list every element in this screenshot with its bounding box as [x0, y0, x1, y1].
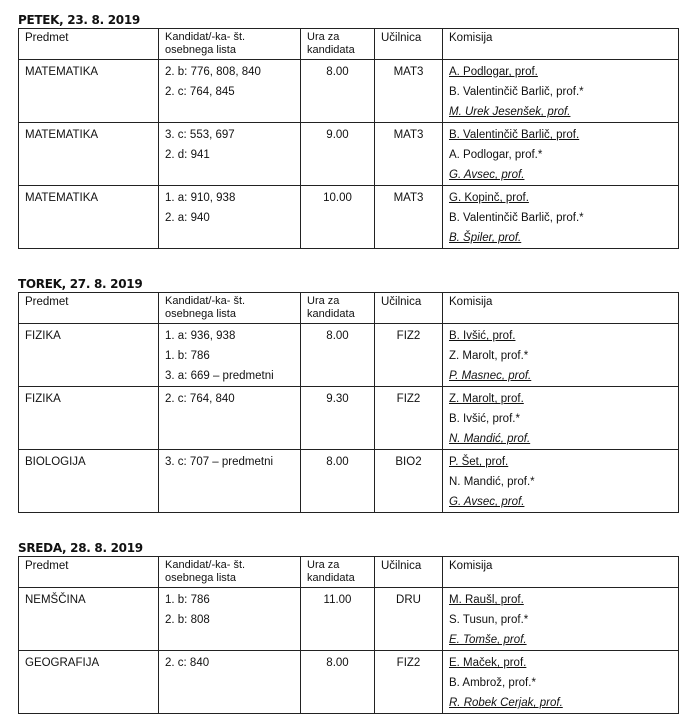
header-ura — [301, 557, 375, 588]
subject-cell: FIZIKA — [19, 324, 159, 387]
header-kandidat-line2: osebnega lista — [165, 572, 236, 584]
commission-cell — [443, 324, 679, 387]
day-title: PETEK, 23. 8. 2019 — [18, 13, 140, 27]
candidates-cell — [159, 123, 301, 186]
day-title: TOREK, 27. 8. 2019 — [18, 277, 143, 291]
candidate-line: 1. a: 910, 938 — [165, 192, 236, 204]
header-ura-line1: Ura za — [307, 295, 340, 307]
header-ura-line2: kandidata — [307, 572, 355, 584]
subject-cell: MATEMATIKA — [19, 60, 159, 123]
time-cell: 9.00 — [301, 123, 375, 186]
room-cell: BIO2 — [375, 450, 443, 513]
header-komisija: Komisija — [443, 29, 679, 60]
candidates-cell — [159, 324, 301, 387]
subject-cell: GEOGRAFIJA — [19, 651, 159, 714]
commission-member: E. Tomše, prof. — [449, 634, 527, 646]
table-row — [19, 123, 679, 186]
commission-examiner: B. Ivšić, prof.* — [449, 413, 520, 425]
header-ucilnica: Učilnica — [375, 29, 443, 60]
subject-cell: MATEMATIKA — [19, 123, 159, 186]
room-cell: MAT3 — [375, 123, 443, 186]
table-row — [19, 186, 679, 249]
candidate-line: 2. d: 941 — [165, 149, 210, 161]
commission-examiner: N. Mandić, prof.* — [449, 476, 535, 488]
header-ucilnica: Učilnica — [375, 557, 443, 588]
header-predmet: Predmet — [19, 557, 159, 588]
candidate-line: 1. a: 936, 938 — [165, 330, 236, 342]
day-section — [18, 12, 678, 249]
header-kandidat — [159, 557, 301, 588]
commission-cell — [443, 651, 679, 714]
room-cell: FIZ2 — [375, 387, 443, 450]
header-ura-line1: Ura za — [307, 559, 340, 571]
header-row — [19, 557, 679, 588]
day-section — [18, 540, 678, 714]
header-ura-line2: kandidata — [307, 44, 355, 56]
candidate-line: 3. c: 553, 697 — [165, 129, 235, 141]
candidate-line: 2. c: 840 — [165, 657, 210, 669]
candidates-cell — [159, 60, 301, 123]
day-section — [18, 276, 678, 513]
subject-cell: MATEMATIKA — [19, 186, 159, 249]
time-cell: 10.00 — [301, 186, 375, 249]
commission-member: B. Špiler, prof. — [449, 232, 522, 244]
header-predmet: Predmet — [19, 293, 159, 324]
header-komisija: Komisija — [443, 293, 679, 324]
room-cell: FIZ2 — [375, 651, 443, 714]
time-cell: 8.00 — [301, 324, 375, 387]
candidate-line: 1. b: 786 — [165, 350, 210, 362]
commission-member: N. Mandić, prof. — [449, 433, 531, 445]
room-cell: DRU — [375, 588, 443, 651]
schedule-table — [18, 556, 679, 714]
header-komisija: Komisija — [443, 557, 679, 588]
subject-cell: FIZIKA — [19, 387, 159, 450]
header-kandidat-line1: Kandidat/-ka- št. — [165, 31, 246, 43]
commission-chair: B. Valentinčič Barlič, prof. — [449, 129, 580, 141]
commission-cell — [443, 387, 679, 450]
commission-examiner: B. Valentinčič Barlič, prof.* — [449, 86, 584, 98]
commission-cell — [443, 60, 679, 123]
candidates-cell — [159, 186, 301, 249]
commission-examiner: B. Valentinčič Barlič, prof.* — [449, 212, 584, 224]
header-kandidat-line2: osebnega lista — [165, 308, 236, 320]
subject-cell: NEMŠČINA — [19, 588, 159, 651]
commission-chair: M. Raušl, prof. — [449, 594, 524, 606]
commission-member: M. Urek Jesenšek, prof. — [449, 106, 571, 118]
commission-chair: G. Kopinč, prof. — [449, 192, 529, 204]
header-ura-line2: kandidata — [307, 308, 355, 320]
table-row — [19, 324, 679, 387]
header-ura — [301, 293, 375, 324]
table-row — [19, 60, 679, 123]
commission-chair: Z. Marolt, prof. — [449, 393, 524, 405]
commission-cell — [443, 450, 679, 513]
table-row — [19, 450, 679, 513]
candidates-cell — [159, 651, 301, 714]
time-cell: 8.00 — [301, 450, 375, 513]
header-kandidat-line1: Kandidat/-ka- št. — [165, 295, 246, 307]
table-row — [19, 651, 679, 714]
time-cell: 11.00 — [301, 588, 375, 651]
header-ucilnica: Učilnica — [375, 293, 443, 324]
header-ura-line1: Ura za — [307, 31, 340, 43]
time-cell: 9.30 — [301, 387, 375, 450]
commission-member: R. Robek Cerjak, prof. — [449, 697, 563, 709]
header-row — [19, 293, 679, 324]
header-kandidat — [159, 29, 301, 60]
commission-chair: B. Ivšić, prof. — [449, 330, 516, 342]
commission-chair: A. Podlogar, prof. — [449, 66, 538, 78]
commission-examiner: S. Tusun, prof.* — [449, 614, 529, 626]
candidate-line: 1. b: 786 — [165, 594, 210, 606]
header-kandidat-line1: Kandidat/-ka- št. — [165, 559, 246, 571]
commission-examiner: A. Podlogar, prof.* — [449, 149, 543, 161]
candidate-line: 2. b: 776, 808, 840 — [165, 66, 261, 78]
header-row — [19, 29, 679, 60]
header-kandidat — [159, 293, 301, 324]
room-cell: FIZ2 — [375, 324, 443, 387]
commission-cell — [443, 588, 679, 651]
header-ura — [301, 29, 375, 60]
commission-chair: E. Maček, prof. — [449, 657, 527, 669]
candidate-line: 2. c: 764, 840 — [165, 393, 235, 405]
table-row — [19, 387, 679, 450]
commission-chair: P. Šet, prof. — [449, 456, 509, 468]
subject-cell: BIOLOGIJA — [19, 450, 159, 513]
commission-examiner: Z. Marolt, prof.* — [449, 350, 529, 362]
header-kandidat-line2: osebnega lista — [165, 44, 236, 56]
commission-member: P. Masnec, prof. — [449, 370, 532, 382]
commission-member: G. Avsec, prof. — [449, 496, 525, 508]
time-cell: 8.00 — [301, 60, 375, 123]
candidate-line: 3. c: 707 – predmetni — [165, 456, 274, 468]
schedule-table — [18, 292, 679, 513]
candidates-cell — [159, 387, 301, 450]
candidate-line: 2. c: 764, 845 — [165, 86, 235, 98]
commission-cell — [443, 186, 679, 249]
commission-examiner: B. Ambrož, prof.* — [449, 677, 536, 689]
room-cell: MAT3 — [375, 186, 443, 249]
candidate-line: 2. a: 940 — [165, 212, 210, 224]
table-row — [19, 588, 679, 651]
day-title: SREDA, 28. 8. 2019 — [18, 541, 143, 555]
schedule-table — [18, 28, 679, 249]
candidates-cell — [159, 588, 301, 651]
header-predmet: Predmet — [19, 29, 159, 60]
candidates-cell — [159, 450, 301, 513]
commission-member: G. Avsec, prof. — [449, 169, 525, 181]
room-cell: MAT3 — [375, 60, 443, 123]
commission-cell — [443, 123, 679, 186]
candidate-line: 3. a: 669 – predmetni — [165, 370, 274, 382]
candidate-line: 2. b: 808 — [165, 614, 210, 626]
time-cell: 8.00 — [301, 651, 375, 714]
